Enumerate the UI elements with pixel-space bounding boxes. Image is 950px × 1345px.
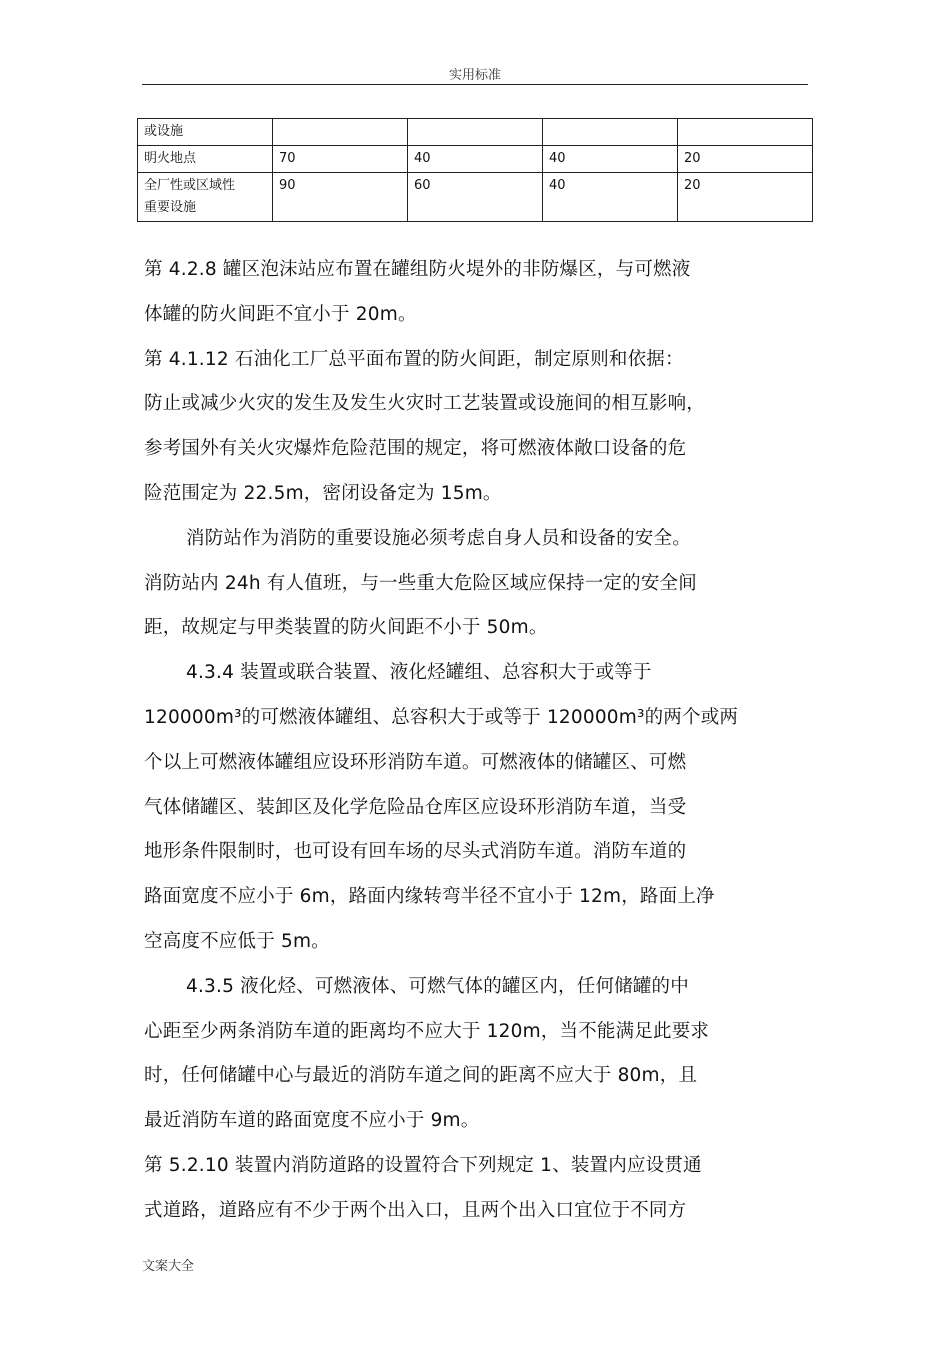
header-divider (142, 84, 808, 85)
text-line: 心距至少两条消防车道的距离均不应大于 120m，当不能满足此要求 (144, 1020, 710, 1042)
text-line: 最近消防车道的路面宽度不应小于 9m。 (144, 1110, 480, 1132)
text-line: 体罐的防火间距不宜小于 20m。 (144, 303, 417, 325)
table-cell: 40 (408, 146, 543, 173)
text-line: 空高度不应低于 5m。 (144, 930, 330, 952)
fire-distance-table (137, 118, 813, 222)
table-cell: 或设施 (138, 119, 273, 146)
text-line: 消防站作为消防的重要设施必须考虑自身人员和设备的安全。 (186, 527, 691, 549)
text-line: 个以上可燃液体罐组应设环形消防车道。可燃液体的储罐区、可燃 (144, 751, 687, 773)
text-line: 第 4.2.8 罐区泡沫站应布置在罐组防火堤外的非防爆区，与可燃液 (144, 259, 691, 280)
page-header-title: 实用标准 (448, 68, 501, 83)
text-line: 路面宽度不应小于 6m，路面内缘转弯半径不宜小于 12m，路面上净 (144, 886, 715, 908)
table-row (138, 119, 813, 146)
text-line: 气体储罐区、装卸区及化学危险品仓库区应设环形消防车道，当受 (144, 796, 687, 818)
text-line: 120000m³的可燃液体罐组、总容积大于或等于 120000m³的两个或两 (144, 706, 739, 728)
text-line: 第 4.1.12 石油化工厂总平面布置的防火间距，制定原则和依据： (144, 348, 684, 370)
table-cell (408, 119, 543, 146)
table-cell (543, 119, 678, 146)
text-line: 参考国外有关火灾爆炸危险范围的规定，将可燃液体敞口设备的危 (144, 438, 687, 460)
text-line: 消防站内 24h 有人值班，与一些重大危险区域应保持一定的安全间 (144, 572, 697, 594)
text-line: 地形条件限制时，也可设有回车场的尽头式消防车道。消防车道的 (144, 841, 687, 863)
table-cell: 20 (678, 146, 813, 173)
table-cell-line: 重要设施 (144, 200, 197, 215)
table-cell (678, 119, 813, 146)
text-line: 险范围定为 22.5m，密闭设备定为 15m。 (144, 482, 502, 504)
table-cell (138, 173, 273, 222)
table-cell: 20 (678, 173, 813, 222)
table-cell: 60 (408, 173, 543, 222)
text-line: 第 5.2.10 装置内消防道路的设置符合下列规定 1、装置内应设贯通 (144, 1154, 702, 1176)
table-cell: 90 (273, 173, 408, 222)
table-cell: 明火地点 (138, 146, 273, 173)
document-body (144, 248, 810, 1234)
table-cell-line: 全厂性或区域性 (144, 178, 236, 193)
text-line: 时，任何储罐中心与最近的消防车道之间的距离不应大于 80m，且 (144, 1065, 698, 1087)
table-row (138, 146, 813, 173)
text-line: 4.3.4 装置或联合装置、液化烃罐组、总容积大于或等于 (186, 662, 652, 684)
text-line: 距，故规定与甲类装置的防火间距不小于 50m。 (144, 617, 548, 639)
text-line: 防止或减少火灾的发生及发生火灾时工艺装置或设施间的相互影响， (144, 393, 706, 415)
table-cell: 40 (543, 146, 678, 173)
table-row (138, 173, 813, 222)
table-cell: 70 (273, 146, 408, 173)
text-line: 式道路，道路应有不少于两个出入口，且两个出入口宜位于不同方 (144, 1199, 687, 1221)
table-cell (273, 119, 408, 146)
page-footer-text: 文案大全 (142, 1259, 195, 1274)
table-cell: 40 (543, 173, 678, 222)
text-line: 4.3.5 液化烃、可燃液体、可燃气体的罐区内，任何储罐的中 (186, 975, 689, 997)
